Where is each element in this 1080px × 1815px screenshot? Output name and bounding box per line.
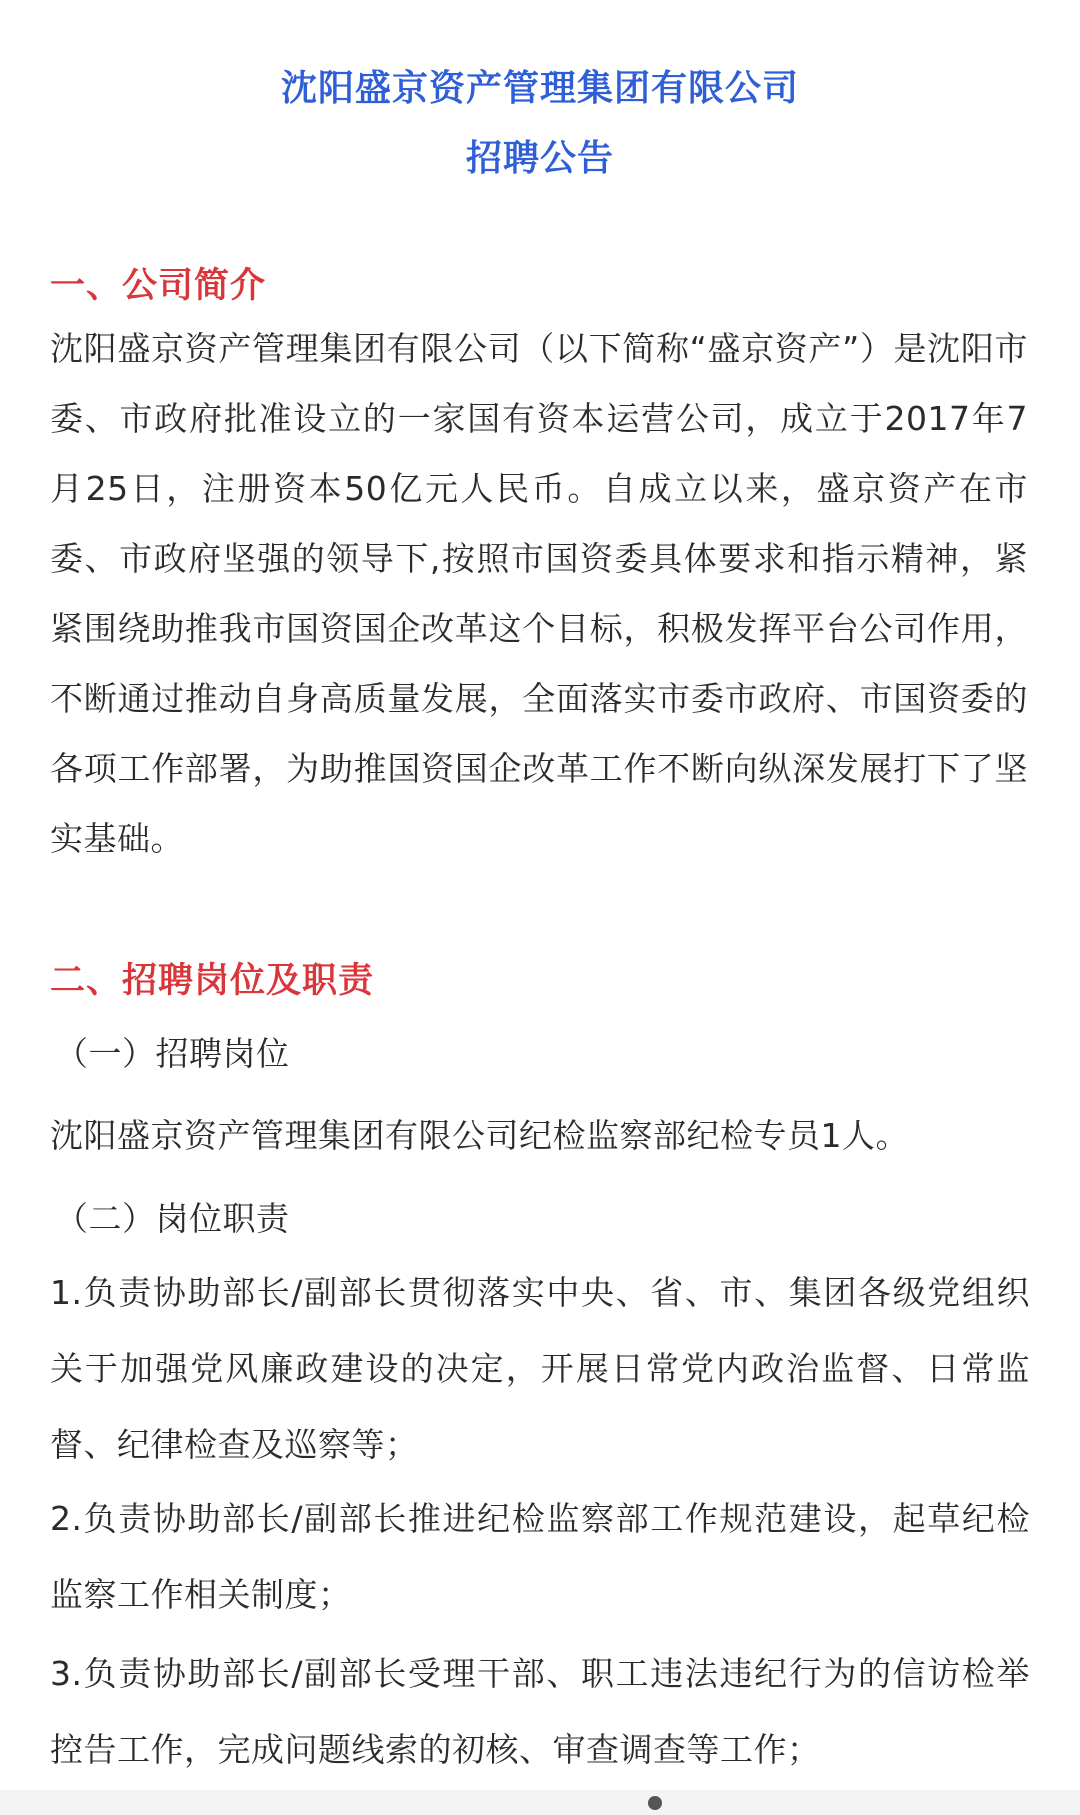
- subheading-duties: （二）岗位职责: [55, 1199, 290, 1238]
- company-title: 沈阳盛京资产管理集团有限公司: [280, 68, 799, 109]
- bottom-bar: [0, 1790, 1080, 1815]
- duty-item-2: 2.负责协助部长/副部长推进纪检监察部工作规范建设，起草纪检监察工作相关制度；: [50, 1499, 1030, 1614]
- duty-item-3: 3.负责协助部长/副部长受理干部、职工违法违纪行为的信访检举控告工作，完成问题线索的初核、审查调查等工作；: [50, 1654, 1030, 1769]
- position-description: 沈阳盛京资产管理集团有限公司纪检监察部纪检专员1人。: [50, 1116, 909, 1155]
- notice-title: 招聘公告: [465, 138, 614, 179]
- section-heading-positions: 二、招聘岗位及职责: [50, 961, 375, 1001]
- bottom-indicator-icon: [648, 1796, 662, 1810]
- subheading-positions: （一）招聘岗位: [55, 1034, 290, 1073]
- section-heading-company-intro: 一、公司简介: [50, 266, 267, 306]
- company-intro-paragraph: 沈阳盛京资产管理集团有限公司（以下简称“盛京资产”）是沈阳市委、市政府批准设立的一家国有资本运营公司，成立于2017年7月25日，注册资本50亿元人民币。自成立以来，盛京资产在市委、市政府坚强的领导下,按照市国资委具体要求和指示精神，紧紧围绕助推我市国资国企改革这个目标，积极发挥平台公司作用，不断通过推动自身高质量发展，全面落实市委市政府、市国资委的各项工作部署，为助推国资国企改革工作不断向纵深发展打下了坚实基础。: [50, 329, 1028, 858]
- duty-item-1: 1.负责协助部长/副部长贯彻落实中央、省、市、集团各级党组织关于加强党风廉政建设的决定，开展日常党内政治监督、日常监督、纪律检查及巡察等；: [50, 1273, 1030, 1464]
